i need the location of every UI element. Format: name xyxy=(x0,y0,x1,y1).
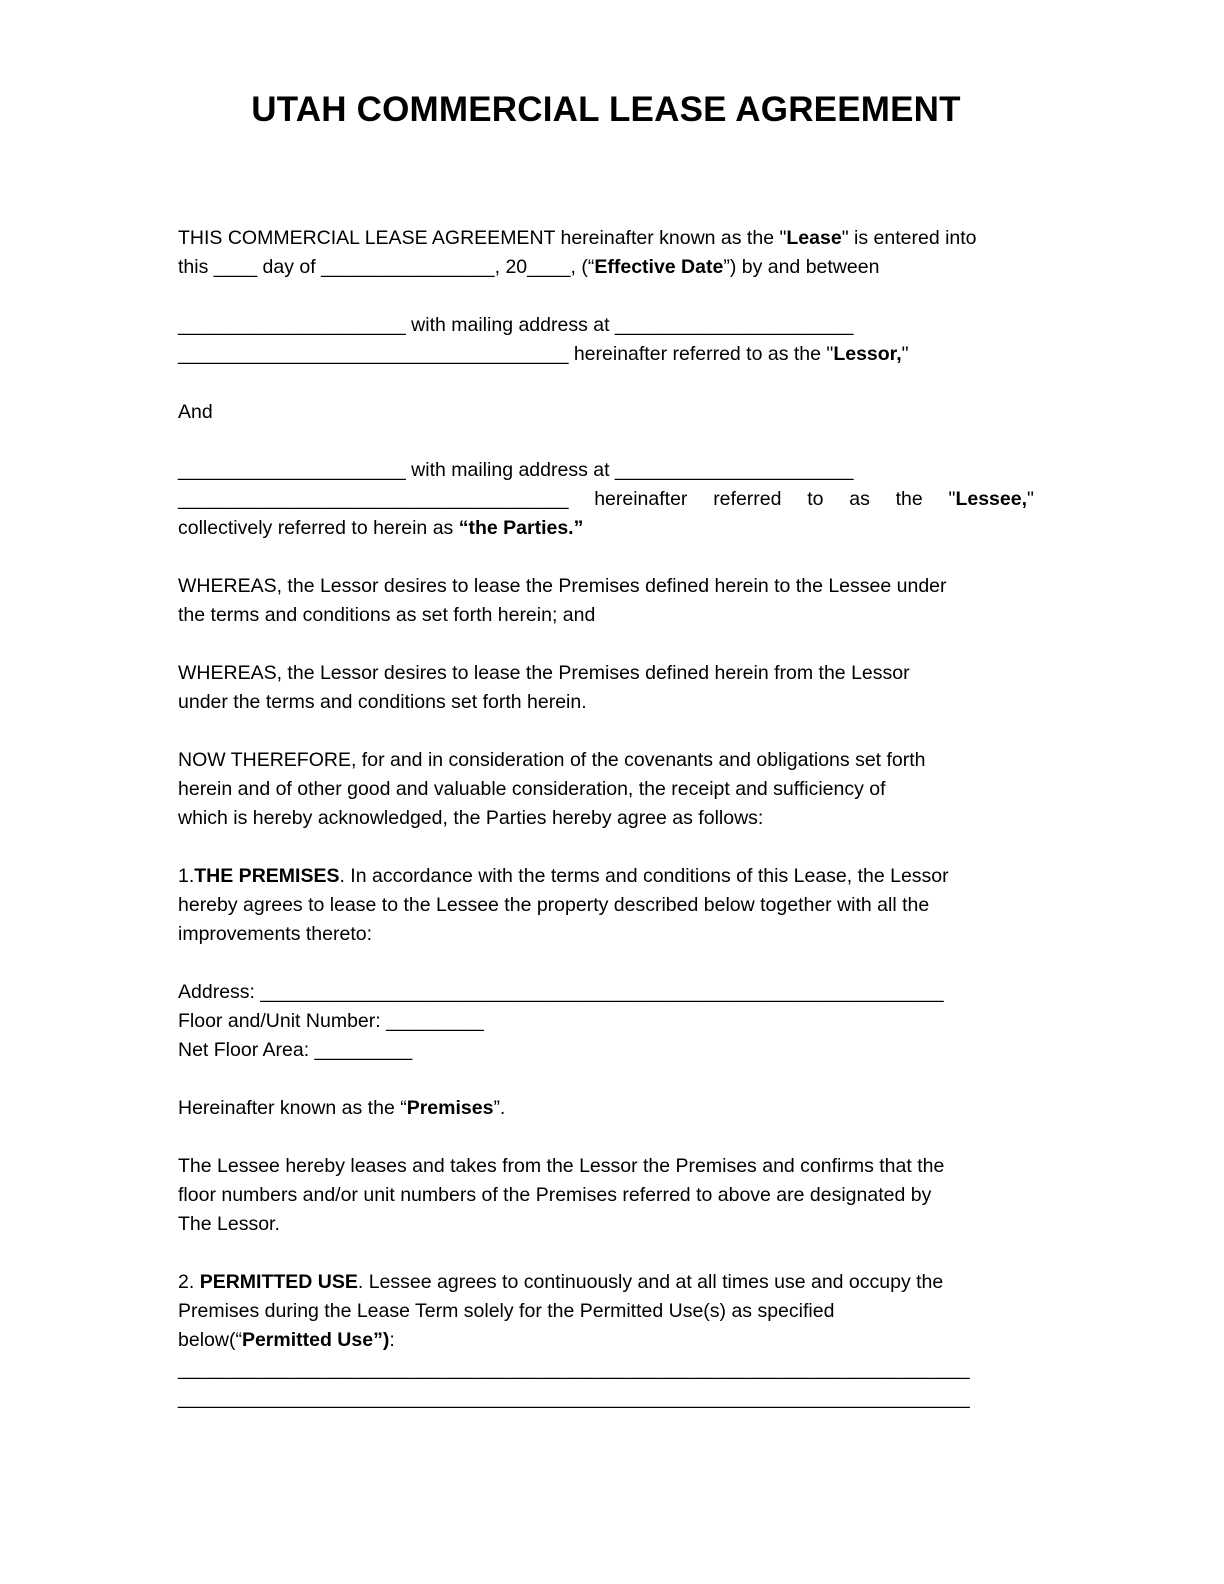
net-floor-area-field: Net Floor Area: _________ xyxy=(178,1039,413,1061)
word: to xyxy=(807,488,824,510)
text: " xyxy=(948,488,956,510)
word xyxy=(949,487,1034,511)
now-therefore-line-2: herein and of other good and valuable consideration, the receipt and sufficiency of xyxy=(178,778,886,800)
lessee-line-2 xyxy=(178,487,1034,511)
section-number: 1. xyxy=(178,865,195,887)
section-1-heading: THE PREMISES xyxy=(194,865,340,887)
permitted-use-blank-2: _________________________________________________________________________ xyxy=(178,1387,970,1409)
section-2-heading: PERMITTED USE xyxy=(199,1271,358,1293)
section-1-line-1 xyxy=(178,864,949,888)
now-therefore-line-1: NOW THEREFORE, for and in consideration of the covenants and obligations set forth xyxy=(178,749,926,771)
text: ”. xyxy=(493,1097,506,1119)
section-1-line-3: improvements thereto: xyxy=(178,923,373,945)
word: hereinafter xyxy=(594,488,688,510)
section-2-line-2: Premises during the Lease Term solely for the Permitted Use(s) as specified xyxy=(178,1300,835,1322)
lessee-line-3 xyxy=(178,516,583,540)
intro-line-2 xyxy=(178,255,879,279)
text: ”) by and between xyxy=(723,256,880,278)
lessor-line-1: _____________________ with mailing address at ______________________ xyxy=(178,314,854,336)
effective-date-label: Effective Date xyxy=(594,256,724,278)
text: collectively referred to herein as xyxy=(178,517,459,539)
floor-unit-field: Floor and/Unit Number: _________ xyxy=(178,1010,484,1032)
name-blank: ____________________________________ xyxy=(178,488,569,510)
parties-label: “the Parties.” xyxy=(458,517,584,539)
text: THIS COMMERCIAL LEASE AGREEMENT hereinafter known as the " xyxy=(178,227,787,249)
intro-line-1 xyxy=(178,226,977,250)
date-blanks: this ____ day of ________________, 20____, (“ xyxy=(178,256,595,278)
text: " xyxy=(1027,488,1034,510)
section-2-line-1 xyxy=(178,1270,943,1294)
whereas-2-line-2: under the terms and conditions set forth herein. xyxy=(178,691,587,713)
premises-label: Premises xyxy=(406,1097,494,1119)
section-2-line-3 xyxy=(178,1328,395,1352)
permitted-use-blank-1: _________________________________________________________________________ xyxy=(178,1358,970,1380)
address-field: Address: _______________________________________________________________ xyxy=(178,981,944,1003)
word: as xyxy=(849,488,870,510)
word: the xyxy=(895,488,923,510)
document-title: UTAH COMMERCIAL LEASE AGREEMENT xyxy=(251,90,961,129)
text: . Lessee agrees to continuously and at all times use and occupy the xyxy=(357,1271,944,1293)
whereas-2-line-1: WHEREAS, the Lessor desires to lease the Premises defined herein from the Lessor xyxy=(178,662,910,684)
text: : xyxy=(389,1329,395,1351)
now-therefore-line-3: which is hereby acknowledged, the Parties hereby agree as follows: xyxy=(178,807,764,829)
and-label: And xyxy=(178,401,213,423)
premises-paragraph-line-3: The Lessor. xyxy=(178,1213,280,1235)
premises-paragraph-line-2: floor numbers and/or unit numbers of the Premises referred to above are designated by xyxy=(178,1184,932,1206)
whereas-1-line-2: the terms and conditions as set forth herein; and xyxy=(178,604,596,626)
lease-term-label: Lease xyxy=(786,227,842,249)
text: below(“ xyxy=(178,1329,242,1351)
text: ____________________________________ hereinafter referred to as the " xyxy=(178,343,834,365)
section-number: 2. xyxy=(178,1271,200,1293)
premises-paragraph-line-1: The Lessee hereby leases and takes from the Lessor the Premises and confirms that the xyxy=(178,1155,945,1177)
word: referred xyxy=(713,488,782,510)
text: " xyxy=(901,343,909,365)
section-1-line-2: hereby agrees to lease to the Lessee the property described below together with all the xyxy=(178,894,930,916)
lessor-line-2 xyxy=(178,342,909,366)
lessee-label: Lessee, xyxy=(955,488,1028,510)
lessor-label: Lessor, xyxy=(833,343,902,365)
premises-definition xyxy=(178,1096,505,1120)
text: . In accordance with the terms and conditions of this Lease, the Lessor xyxy=(339,865,949,887)
whereas-1-line-1: WHEREAS, the Lessor desires to lease the Premises defined herein to the Lessee under xyxy=(178,575,947,597)
lessee-line-1: _____________________ with mailing address at ______________________ xyxy=(178,459,854,481)
text: " is entered into xyxy=(841,227,977,249)
permitted-use-label: Permitted Use”) xyxy=(241,1329,390,1351)
text: Hereinafter known as the “ xyxy=(178,1097,407,1119)
